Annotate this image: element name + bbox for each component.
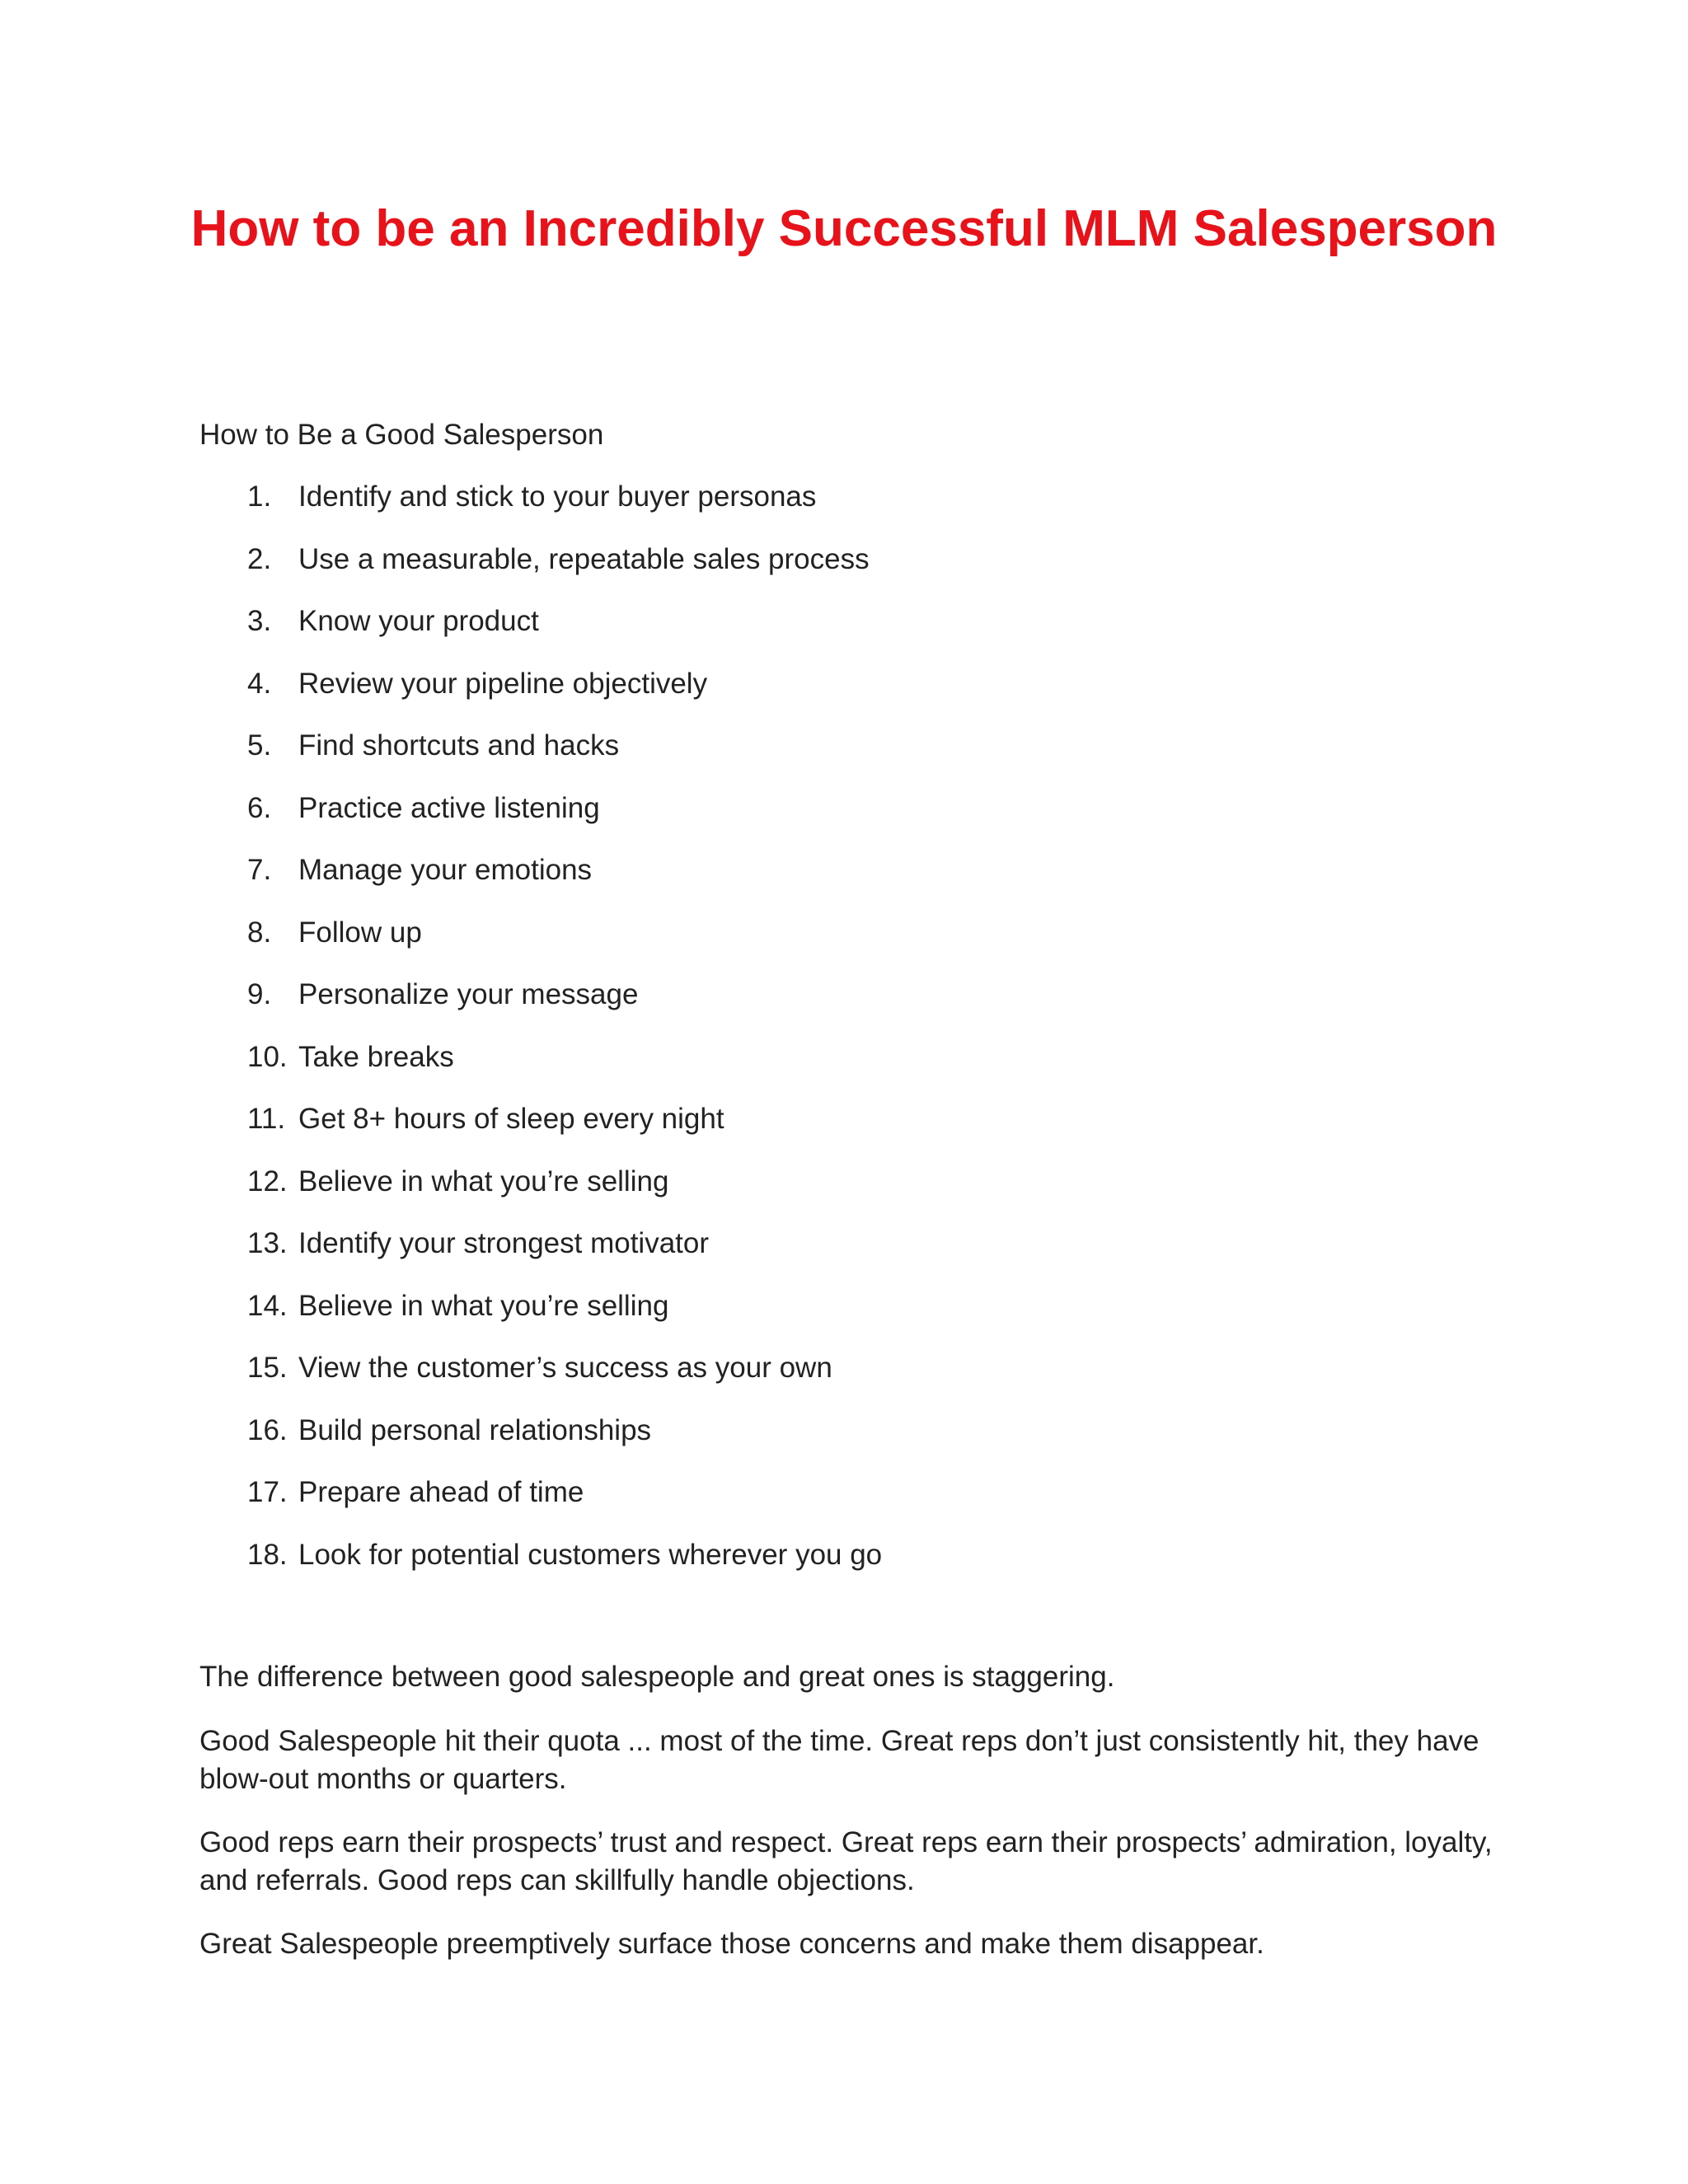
list-item-text: Know your product <box>298 605 539 637</box>
paragraph-quota: Good Salespeople hit their quota ... most of the time. Great reps don’t just consistently hit, they have blow-out months or quarters. <box>199 1725 1479 1795</box>
list-item-text: Follow up <box>298 916 422 949</box>
list-item-text: Identify and stick to your buyer personas <box>298 480 817 513</box>
list-item-number: 17. <box>247 1476 288 1508</box>
list-item-number: 18. <box>247 1538 288 1571</box>
list-item-text: Identify your strongest motivator <box>298 1227 709 1259</box>
paragraph-trust: Good reps earn their prospects’ trust and respect. Great reps earn their prospects’ admiration, loyalty, and referrals. Good reps can skillfully handle objections. <box>199 1826 1493 1896</box>
list-item-text: Find shortcuts and hacks <box>298 729 620 762</box>
list-item-text: Believe in what you’re selling <box>298 1165 669 1197</box>
list-item-text: Prepare ahead of time <box>298 1476 584 1508</box>
list-item-number: 2. <box>247 542 272 575</box>
list-item-number: 15. <box>247 1352 288 1384</box>
list-item-text: Look for potential customers wherever you go <box>298 1538 883 1571</box>
list-item-text: Take breaks <box>298 1040 454 1073</box>
paragraph-concerns: Great Salespeople preemptively surface those concerns and make them disappear. <box>199 1928 1264 1960</box>
list-item-text: View the customer’s success as your own <box>298 1352 832 1384</box>
list-item-number: 12. <box>247 1165 288 1197</box>
list-item-number: 11. <box>247 1103 286 1135</box>
list-item-text: Practice active listening <box>298 791 600 824</box>
list-item-text: Personalize your message <box>298 978 639 1010</box>
list-item-number: 16. <box>247 1413 288 1446</box>
section-heading: How to Be a Good Salesperson <box>199 419 604 451</box>
list-item-text: Believe in what you’re selling <box>298 1289 669 1322</box>
list-item-number: 5. <box>247 729 272 762</box>
list-item-number: 8. <box>247 916 272 949</box>
list-item-number: 3. <box>247 605 272 637</box>
paragraph-intro: The difference between good salespeople and great ones is staggering. <box>199 1661 1115 1693</box>
list-item-text: Use a measurable, repeatable sales process <box>298 542 870 575</box>
list-item-number: 1. <box>247 480 272 513</box>
list-item-number: 7. <box>247 854 272 886</box>
list-item-text: Build personal relationships <box>298 1413 652 1446</box>
list-item-number: 9. <box>247 978 272 1010</box>
list-item-text: Review your pipeline objectively <box>298 667 708 700</box>
page-title: How to be an Incredibly Successful MLM Salesperson <box>190 200 1498 257</box>
list-item-text: Get 8+ hours of sleep every night <box>298 1103 724 1135</box>
list-item-number: 14. <box>247 1289 288 1322</box>
list-item-text: Manage your emotions <box>298 854 593 886</box>
list-item-number: 6. <box>247 791 272 824</box>
list-item-number: 10. <box>247 1040 288 1073</box>
list-item-number: 4. <box>247 667 272 700</box>
list-item-number: 13. <box>247 1227 288 1259</box>
